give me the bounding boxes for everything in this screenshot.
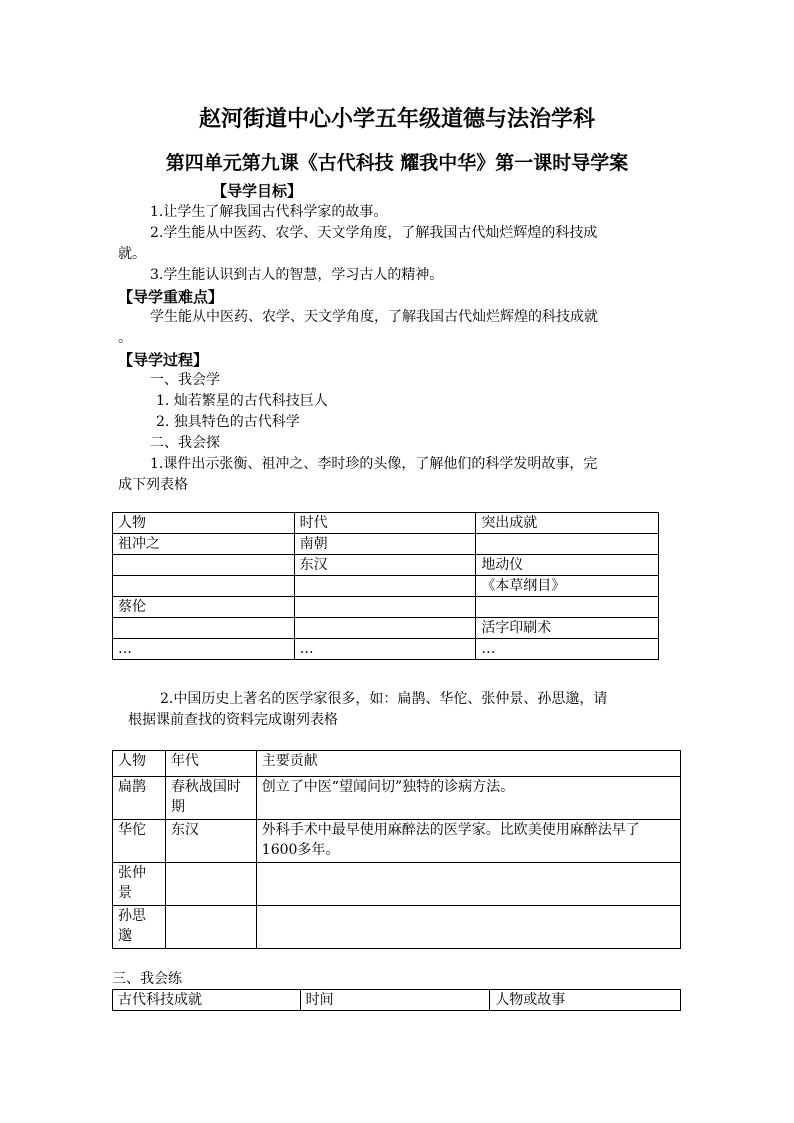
- process-heading: 【导学过程】: [118, 351, 209, 369]
- header-achievement: 古代科技成就: [113, 990, 301, 1011]
- table-row: [113, 534, 659, 555]
- goal-item-2-cont: 就。: [118, 246, 146, 262]
- table-scientists: [112, 512, 659, 660]
- lesson-title: 第四单元第九课《古代科技 耀我中华》第一课时导学案: [165, 152, 629, 174]
- table-cell[interactable]: 东汉: [294, 555, 476, 576]
- table-header-row: [113, 990, 681, 1011]
- table-row: [113, 597, 659, 618]
- task1-text: 1.课件出示张衡、祖冲之、李时珍的头像，了解他们的科学发明故事，完: [150, 456, 598, 472]
- table-physicians: [112, 750, 681, 949]
- table-header-row: [113, 513, 659, 534]
- table-cell[interactable]: [294, 597, 476, 618]
- table-cell[interactable]: 创立了中医“望闻问切”独特的诊病方法。: [256, 777, 680, 820]
- table-row: [113, 618, 659, 639]
- table-cell[interactable]: [476, 597, 659, 618]
- table-cell[interactable]: [113, 576, 295, 597]
- table-cell[interactable]: [294, 576, 476, 597]
- table-cell[interactable]: 春秋战国时期: [165, 777, 256, 820]
- table-cell[interactable]: [294, 618, 476, 639]
- table-cell[interactable]: 南朝: [294, 534, 476, 555]
- table-cell[interactable]: 东汉: [165, 820, 256, 863]
- header-achievement: 突出成就: [476, 513, 659, 534]
- table-row: [113, 777, 681, 820]
- part2-heading: 二、我会探: [150, 435, 220, 451]
- header-person: 人物: [113, 751, 166, 777]
- table-header-row: [113, 751, 681, 777]
- table-cell[interactable]: [165, 863, 256, 906]
- table-cell[interactable]: …: [294, 639, 476, 660]
- task2-text: 2.中国历史上著名的医学家很多，如：扁鹊、华佗、张仲景、孙思邈，请: [160, 691, 608, 707]
- header-contribution: 主要贡献: [256, 751, 680, 777]
- table-cell[interactable]: 扁鹊: [113, 777, 166, 820]
- goals-heading: 【导学目标】: [212, 182, 303, 200]
- table-row: [113, 906, 681, 949]
- table-cell[interactable]: 孙思邈: [113, 906, 166, 949]
- table-row: [113, 863, 681, 906]
- header-time: 时间: [300, 990, 490, 1011]
- table-row: [113, 820, 681, 863]
- table-cell[interactable]: 地动仪: [476, 555, 659, 576]
- table-row: [113, 639, 659, 660]
- header-person: 人物: [113, 513, 295, 534]
- table-cell[interactable]: [113, 618, 295, 639]
- table-cell[interactable]: [113, 555, 295, 576]
- table-cell[interactable]: 活字印刷术: [476, 618, 659, 639]
- table-cell[interactable]: 蔡伦: [113, 597, 295, 618]
- part3-heading: 三、我会练: [112, 971, 182, 987]
- table-cell[interactable]: …: [476, 639, 659, 660]
- table-cell[interactable]: [476, 534, 659, 555]
- part1-item-1: 1. 灿若繁星的古代科技巨人: [156, 393, 328, 409]
- table-cell[interactable]: [256, 906, 680, 949]
- table-cell[interactable]: [165, 906, 256, 949]
- table-row: [113, 555, 659, 576]
- task1-text-cont: 成下列表格: [118, 477, 188, 493]
- table-row: [113, 576, 659, 597]
- goal-item-2: 2.学生能从中医药、农学、天文学角度，了解我国古代灿烂辉煌的科技成: [150, 225, 598, 241]
- table-cell[interactable]: 华佗: [113, 820, 166, 863]
- school-title: 赵河街道中心小学五年级道德与法治学科: [198, 106, 595, 132]
- header-era: 时代: [294, 513, 476, 534]
- table-cell[interactable]: 张仲景: [113, 863, 166, 906]
- key-points-heading: 【导学重难点】: [118, 288, 224, 306]
- table-cell[interactable]: 祖冲之: [113, 534, 295, 555]
- header-period: 年代: [165, 751, 256, 777]
- task2-text-cont: 根据课前查找的资料完成谢列表格: [128, 712, 338, 728]
- table-cell[interactable]: [256, 863, 680, 906]
- key-points-text-cont: 。: [118, 330, 132, 346]
- table-cell[interactable]: 《本草纲目》: [476, 576, 659, 597]
- part1-heading: 一、我会学: [150, 372, 220, 388]
- key-points-text: 学生能从中医药、农学、天文学角度，了解我国古代灿烂辉煌的科技成就: [150, 309, 598, 325]
- table-cell[interactable]: …: [113, 639, 295, 660]
- part1-item-2: 2. 独具特色的古代科学: [156, 414, 300, 430]
- table-practice: [112, 989, 681, 1011]
- goal-item-3: 3.学生能认识到古人的智慧，学习古人的精神。: [150, 267, 444, 283]
- table-cell[interactable]: 外科手术中最早使用麻醉法的医学家。比欧美使用麻醉法早了1600多年。: [256, 820, 680, 863]
- goal-item-1: 1.让学生了解我国古代科学家的故事。: [150, 204, 388, 220]
- header-person-story: 人物或故事: [490, 990, 681, 1011]
